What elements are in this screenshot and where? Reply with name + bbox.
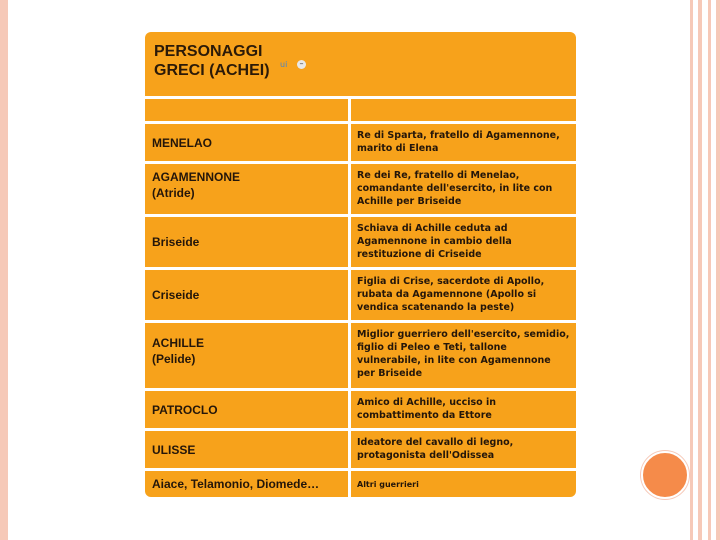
right-stripe-decoration xyxy=(716,0,720,540)
character-description: Amico di Achille, ucciso in combattimento da Ettore xyxy=(357,397,497,421)
right-stripe-decoration xyxy=(698,0,702,540)
characters-table xyxy=(145,32,576,497)
table-row xyxy=(145,164,576,214)
character-name: Criseide xyxy=(152,288,200,302)
remove-icon[interactable]: – xyxy=(297,60,306,69)
name-cell xyxy=(145,124,348,161)
character-name: PATROCLO xyxy=(152,402,218,417)
character-description: Altri guerrieri xyxy=(357,479,419,489)
name-cell xyxy=(145,217,348,267)
character-name: ACHILLE (Pelide) xyxy=(152,336,204,366)
description-cell xyxy=(351,471,576,497)
description-cell xyxy=(351,270,576,320)
character-name: AGAMENNONE (Atride) xyxy=(152,170,241,200)
description-cell xyxy=(351,164,576,214)
character-name: MENELAO xyxy=(152,135,212,150)
left-border-decoration xyxy=(0,0,8,540)
description-cell xyxy=(351,323,576,388)
character-description: Figlia di Crise, sacerdote di Apollo, rubata da Agamennone (Apollo si vendica scatenando la peste) xyxy=(357,276,545,313)
table-header xyxy=(145,32,576,96)
table-row xyxy=(145,217,576,267)
name-cell xyxy=(145,164,348,214)
character-description: Schiava di Achille ceduta ad Agamennone in cambio della restituzione di Criseide xyxy=(357,223,512,260)
right-stripe-decoration xyxy=(690,0,693,540)
name-cell xyxy=(145,270,348,320)
table-row xyxy=(145,471,576,497)
table-title: PERSONAGGI GRECI (ACHEI) xyxy=(154,43,270,79)
table-row xyxy=(145,431,576,468)
character-name: Briseide xyxy=(152,235,200,249)
name-cell xyxy=(145,323,348,388)
empty-row xyxy=(145,99,576,121)
name-cell xyxy=(145,391,348,428)
table-row xyxy=(145,323,576,388)
character-name: Aiace, Telamonio, Diomede… xyxy=(152,477,320,491)
character-description: Miglior guerriero dell'esercito, semidio, figlio di Peleo e Teti, tallone vulnerabile, in lite con Agamennone per Briseide xyxy=(357,329,570,379)
edit-icon[interactable]: ui xyxy=(280,60,288,69)
table-row xyxy=(145,270,576,320)
table-row xyxy=(145,124,576,161)
description-cell xyxy=(351,124,576,161)
description-cell xyxy=(351,391,576,428)
character-description: Re di Sparta, fratello di Agamennone, marito di Elena xyxy=(357,130,560,154)
orange-circle-decoration xyxy=(641,451,689,499)
right-stripe-decoration xyxy=(708,0,711,540)
name-cell xyxy=(145,471,348,497)
character-name: ULISSE xyxy=(152,442,196,457)
description-cell xyxy=(351,431,576,468)
character-description: Re dei Re, fratello di Menelao, comandante dell'esercito, in lite con Achille per Briseide xyxy=(357,170,553,207)
table-row xyxy=(145,391,576,428)
name-cell xyxy=(145,431,348,468)
description-cell xyxy=(351,217,576,267)
empty-cell xyxy=(351,99,576,121)
character-description: Ideatore del cavallo di legno, protagonista dell'Odissea xyxy=(357,437,514,461)
empty-cell xyxy=(145,99,348,121)
